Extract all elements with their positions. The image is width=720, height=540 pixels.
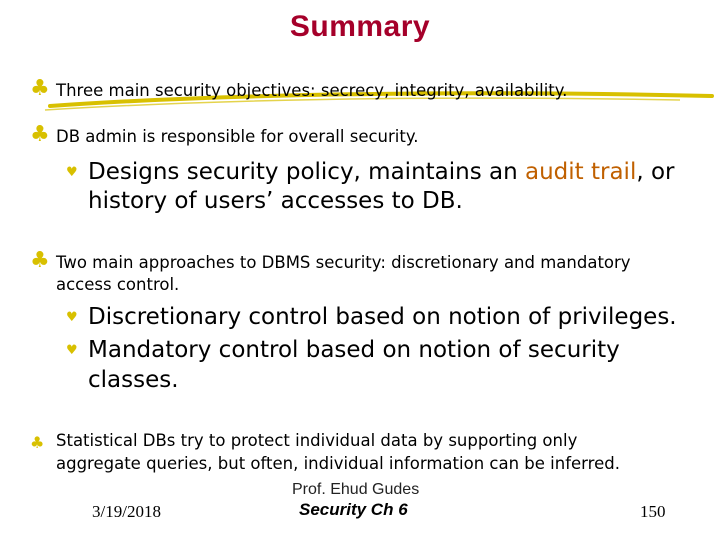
club-icon: ♣ [30, 122, 50, 147]
audit-trail-highlight: audit trail [525, 159, 637, 185]
heart-icon: ♥ [66, 165, 78, 180]
admin-text-pre: Designs security policy, maintains an [88, 159, 525, 185]
bullet-dbms-approaches-line2: access control. [56, 275, 180, 294]
sub-bullet-mandatory-line2: classes. [88, 367, 179, 393]
sub-bullet-admin-line2: history of users’ accesses to DB. [88, 188, 463, 214]
footer-course: Security Ch 6 [299, 500, 408, 519]
sub-bullet-admin-line1 [88, 160, 675, 185]
slide-title: Summary [289, 10, 431, 43]
bullet-db-admin: DB admin is responsible for overall security. [56, 127, 419, 146]
club-icon: ♣ [30, 248, 50, 273]
club-icon: ♣ [30, 433, 45, 452]
bullet-statistical-dbs-line1: Statistical DBs try to protect individual data by supporting only [56, 431, 578, 450]
page-number: 150 [640, 502, 666, 521]
club-icon: ♣ [30, 76, 50, 101]
admin-text-post: , or [636, 159, 675, 185]
footer-date: 3/19/2018 [92, 502, 161, 521]
heart-icon: ♥ [66, 310, 78, 325]
bullet-statistical-dbs-line2: aggregate queries, but often, individual information can be inferred. [56, 454, 620, 473]
bullet-security-objectives: Three main security objectives: secrecy, integrity, availability. [56, 81, 568, 100]
bullet-dbms-approaches-line1: Two main approaches to DBMS security: discretionary and mandatory [56, 253, 631, 272]
sub-bullet-mandatory-line1: Mandatory control based on notion of security [88, 337, 620, 363]
heart-icon: ♥ [66, 343, 78, 358]
sub-bullet-discretionary: Discretionary control based on notion of privileges. [88, 304, 677, 330]
footer-author: Prof. Ehud Gudes [292, 481, 420, 498]
